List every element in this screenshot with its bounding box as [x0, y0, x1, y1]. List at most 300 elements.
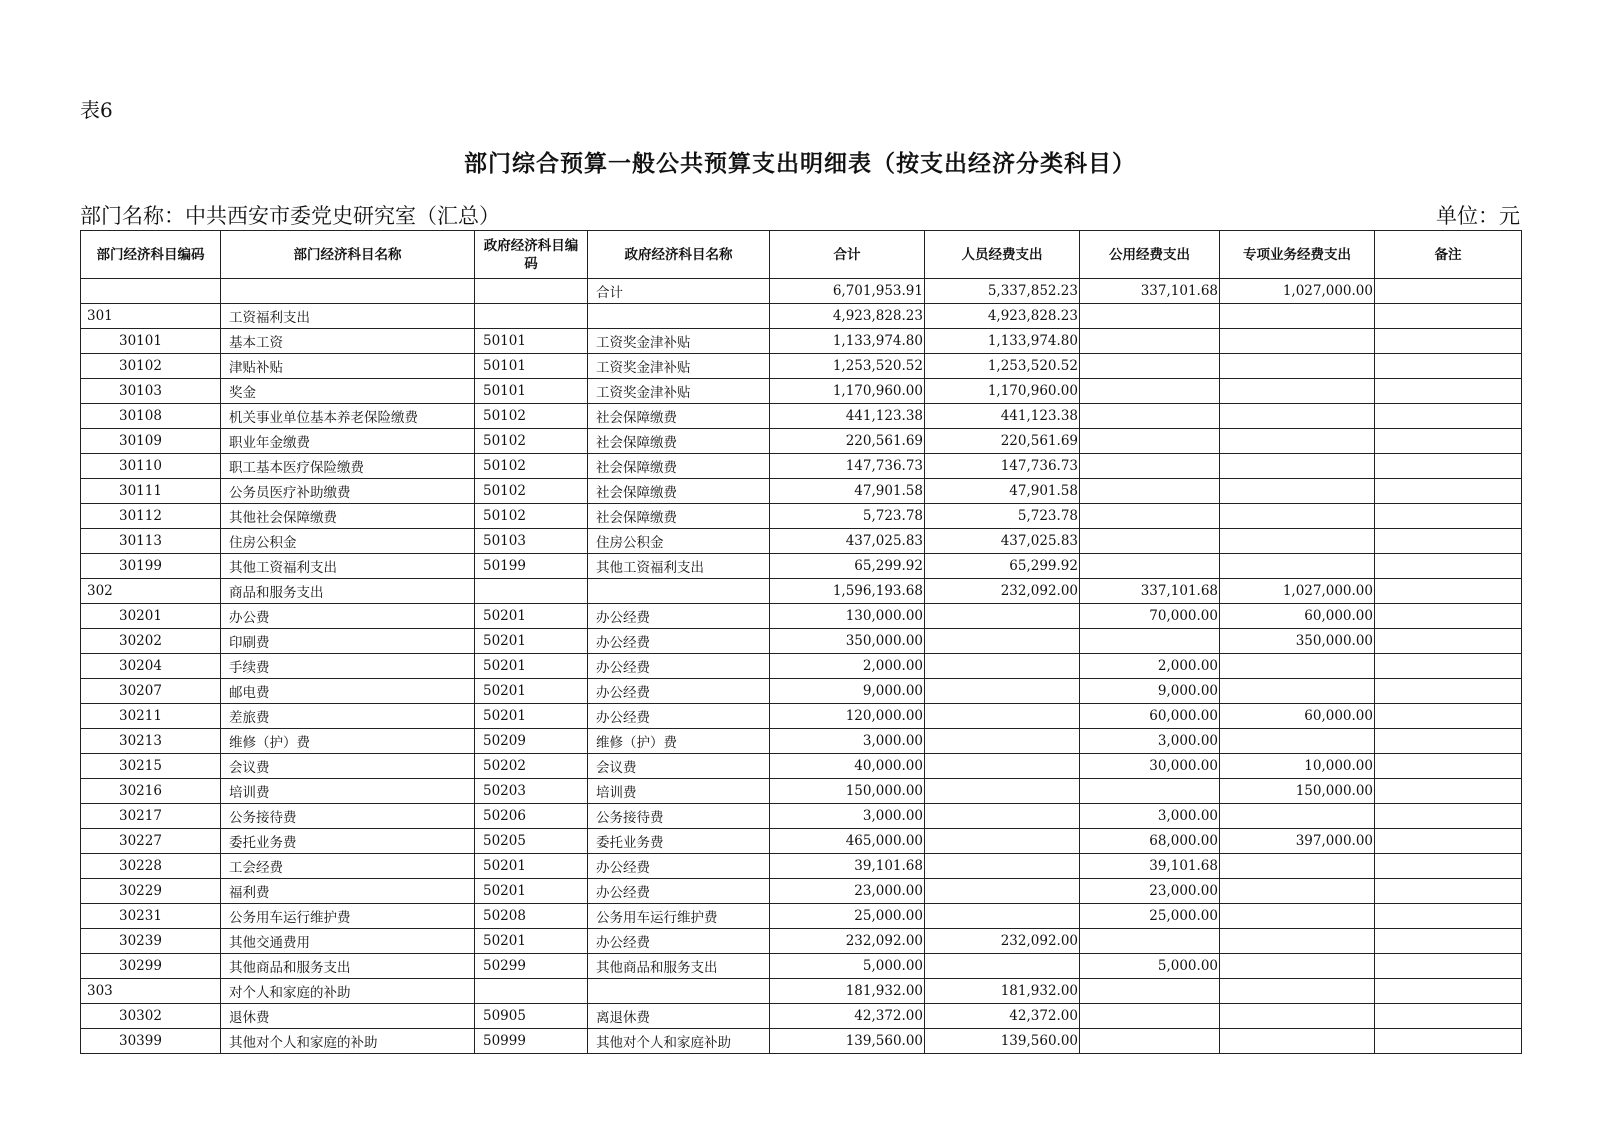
table-row — [81, 454, 1522, 479]
gov-name-cell: 办公经费 — [588, 929, 770, 954]
gov-code-cell: 50102 — [475, 429, 588, 454]
special-cell — [1220, 729, 1375, 754]
total-cell: 181,932.00 — [770, 979, 925, 1004]
gov-name-cell: 办公经费 — [588, 679, 770, 704]
table-row — [81, 479, 1522, 504]
dept-name-cell: 公务员医疗补助缴费 — [221, 479, 475, 504]
dept-name-cell: 奖金 — [221, 379, 475, 404]
gov-code-cell: 50999 — [475, 1029, 588, 1054]
dept-code-cell: 30215 — [81, 754, 221, 779]
dept-code-cell: 30228 — [81, 854, 221, 879]
public-cell: 25,000.00 — [1080, 904, 1220, 929]
gov-name-cell: 办公经费 — [588, 604, 770, 629]
dept-name-cell: 邮电费 — [221, 679, 475, 704]
table-row — [81, 354, 1522, 379]
gov-code-cell: 50201 — [475, 654, 588, 679]
special-cell — [1220, 954, 1375, 979]
total-cell: 25,000.00 — [770, 904, 925, 929]
header-dept-name: 部门经济科目名称 — [221, 231, 475, 279]
special-cell — [1220, 804, 1375, 829]
public-cell — [1080, 929, 1220, 954]
personnel-cell: 437,025.83 — [925, 529, 1080, 554]
gov-name-cell: 工资奖金津补贴 — [588, 354, 770, 379]
dept-code-cell: 30108 — [81, 404, 221, 429]
total-cell: 232,092.00 — [770, 929, 925, 954]
note-cell — [1375, 304, 1522, 329]
gov-code-cell: 50201 — [475, 629, 588, 654]
dept-name-cell: 公务接待费 — [221, 804, 475, 829]
public-cell: 5,000.00 — [1080, 954, 1220, 979]
table-header-row — [81, 231, 1522, 279]
gov-code-cell: 50101 — [475, 354, 588, 379]
personnel-cell: 5,723.78 — [925, 504, 1080, 529]
gov-name-cell: 离退休费 — [588, 1004, 770, 1029]
header-gov-code: 政府经济科目编码 — [475, 231, 588, 279]
note-cell — [1375, 679, 1522, 704]
table-row — [81, 629, 1522, 654]
personnel-cell: 181,932.00 — [925, 979, 1080, 1004]
table-row — [81, 829, 1522, 854]
personnel-cell: 42,372.00 — [925, 1004, 1080, 1029]
page-title: 部门综合预算一般公共预算支出明细表（按支出经济分类科目） — [464, 151, 1136, 177]
special-cell — [1220, 654, 1375, 679]
gov-code-cell: 50905 — [475, 1004, 588, 1029]
table-row — [81, 904, 1522, 929]
unit-label: 单位：元 — [1436, 204, 1520, 228]
dept-code-cell: 301 — [81, 304, 221, 329]
public-cell — [1080, 554, 1220, 579]
total-cell: 3,000.00 — [770, 729, 925, 754]
special-cell — [1220, 554, 1375, 579]
special-cell — [1220, 879, 1375, 904]
dept-name-cell: 退休费 — [221, 1004, 475, 1029]
gov-code-cell: 50201 — [475, 604, 588, 629]
public-cell — [1080, 304, 1220, 329]
note-cell — [1375, 954, 1522, 979]
dept-name-cell: 办公费 — [221, 604, 475, 629]
gov-name-cell: 维修（护）费 — [588, 729, 770, 754]
dept-code-cell: 30302 — [81, 1004, 221, 1029]
dept-code-cell: 30109 — [81, 429, 221, 454]
dept-code-cell: 30101 — [81, 329, 221, 354]
gov-name-cell: 社会保障缴费 — [588, 479, 770, 504]
public-cell — [1080, 329, 1220, 354]
special-cell — [1220, 379, 1375, 404]
note-cell — [1375, 279, 1522, 304]
personnel-cell: 1,170,960.00 — [925, 379, 1080, 404]
personnel-cell — [925, 679, 1080, 704]
gov-name-cell: 办公经费 — [588, 879, 770, 904]
personnel-cell: 147,736.73 — [925, 454, 1080, 479]
public-cell — [1080, 1004, 1220, 1029]
note-cell — [1375, 529, 1522, 554]
table-number: 表6 — [80, 98, 113, 122]
special-cell — [1220, 429, 1375, 454]
note-cell — [1375, 479, 1522, 504]
dept-name-cell: 其他社会保障缴费 — [221, 504, 475, 529]
dept-code-cell — [81, 279, 221, 304]
table-row — [81, 554, 1522, 579]
dept-name-cell: 其他交通费用 — [221, 929, 475, 954]
special-cell — [1220, 854, 1375, 879]
table-row — [81, 704, 1522, 729]
note-cell — [1375, 379, 1522, 404]
special-cell: 1,027,000.00 — [1220, 579, 1375, 604]
gov-code-cell: 50208 — [475, 904, 588, 929]
note-cell — [1375, 654, 1522, 679]
personnel-cell — [925, 704, 1080, 729]
gov-code-cell: 50102 — [475, 479, 588, 504]
total-cell: 42,372.00 — [770, 1004, 925, 1029]
personnel-cell: 4,923,828.23 — [925, 304, 1080, 329]
public-cell — [1080, 504, 1220, 529]
table-row — [81, 304, 1522, 329]
table-row — [81, 279, 1522, 304]
total-cell: 1,596,193.68 — [770, 579, 925, 604]
gov-name-cell: 办公经费 — [588, 629, 770, 654]
dept-code-cell: 302 — [81, 579, 221, 604]
gov-code-cell: 50202 — [475, 754, 588, 779]
dept-name-cell: 对个人和家庭的补助 — [221, 979, 475, 1004]
personnel-cell — [925, 804, 1080, 829]
personnel-cell — [925, 779, 1080, 804]
dept-code-cell: 30103 — [81, 379, 221, 404]
note-cell — [1375, 354, 1522, 379]
special-cell — [1220, 304, 1375, 329]
gov-code-cell: 50209 — [475, 729, 588, 754]
total-cell: 150,000.00 — [770, 779, 925, 804]
total-cell: 65,299.92 — [770, 554, 925, 579]
gov-name-cell: 其他对个人和家庭补助 — [588, 1029, 770, 1054]
special-cell: 60,000.00 — [1220, 604, 1375, 629]
note-cell — [1375, 879, 1522, 904]
total-cell: 139,560.00 — [770, 1029, 925, 1054]
gov-name-cell: 社会保障缴费 — [588, 504, 770, 529]
dept-name-cell — [221, 279, 475, 304]
dept-name-cell: 会议费 — [221, 754, 475, 779]
note-cell — [1375, 779, 1522, 804]
public-cell — [1080, 404, 1220, 429]
gov-name-cell: 培训费 — [588, 779, 770, 804]
gov-code-cell: 50102 — [475, 504, 588, 529]
total-cell: 130,000.00 — [770, 604, 925, 629]
gov-name-cell: 办公经费 — [588, 654, 770, 679]
table-row — [81, 754, 1522, 779]
total-cell: 1,253,520.52 — [770, 354, 925, 379]
personnel-cell: 47,901.58 — [925, 479, 1080, 504]
gov-name-cell: 办公经费 — [588, 854, 770, 879]
dept-code-cell: 30213 — [81, 729, 221, 754]
gov-code-cell: 50103 — [475, 529, 588, 554]
table-row — [81, 1029, 1522, 1054]
special-cell — [1220, 1029, 1375, 1054]
table-row — [81, 879, 1522, 904]
dept-name-cell: 公务用车运行维护费 — [221, 904, 475, 929]
public-cell: 2,000.00 — [1080, 654, 1220, 679]
public-cell — [1080, 1029, 1220, 1054]
dept-code-cell: 30102 — [81, 354, 221, 379]
gov-name-cell: 社会保障缴费 — [588, 429, 770, 454]
note-cell — [1375, 404, 1522, 429]
table-row — [81, 654, 1522, 679]
gov-code-cell: 50101 — [475, 329, 588, 354]
special-cell: 150,000.00 — [1220, 779, 1375, 804]
table-row — [81, 429, 1522, 454]
personnel-cell: 139,560.00 — [925, 1029, 1080, 1054]
public-cell: 3,000.00 — [1080, 729, 1220, 754]
personnel-cell — [925, 604, 1080, 629]
public-cell: 9,000.00 — [1080, 679, 1220, 704]
gov-name-cell: 社会保障缴费 — [588, 454, 770, 479]
dept-name-cell: 津贴补贴 — [221, 354, 475, 379]
total-cell: 5,000.00 — [770, 954, 925, 979]
gov-code-cell: 50102 — [475, 454, 588, 479]
personnel-cell: 65,299.92 — [925, 554, 1080, 579]
dept-code-cell: 30199 — [81, 554, 221, 579]
table-row — [81, 729, 1522, 754]
personnel-cell — [925, 904, 1080, 929]
public-cell: 39,101.68 — [1080, 854, 1220, 879]
special-cell — [1220, 529, 1375, 554]
gov-name-cell: 工资奖金津补贴 — [588, 329, 770, 354]
header-special: 专项业务经费支出 — [1220, 231, 1375, 279]
header-gov-name: 政府经济科目名称 — [588, 231, 770, 279]
note-cell — [1375, 504, 1522, 529]
public-cell: 70,000.00 — [1080, 604, 1220, 629]
note-cell — [1375, 704, 1522, 729]
dept-name-cell: 职业年金缴费 — [221, 429, 475, 454]
total-cell: 5,723.78 — [770, 504, 925, 529]
note-cell — [1375, 804, 1522, 829]
public-cell — [1080, 979, 1220, 1004]
note-cell — [1375, 554, 1522, 579]
total-cell: 39,101.68 — [770, 854, 925, 879]
gov-name-cell: 合计 — [588, 279, 770, 304]
note-cell — [1375, 979, 1522, 1004]
table-row — [81, 954, 1522, 979]
public-cell — [1080, 529, 1220, 554]
dept-name-cell: 差旅费 — [221, 704, 475, 729]
gov-name-cell — [588, 579, 770, 604]
total-cell: 465,000.00 — [770, 829, 925, 854]
gov-name-cell: 委托业务费 — [588, 829, 770, 854]
dept-code-cell: 30112 — [81, 504, 221, 529]
public-cell — [1080, 379, 1220, 404]
special-cell: 350,000.00 — [1220, 629, 1375, 654]
personnel-cell — [925, 879, 1080, 904]
personnel-cell: 220,561.69 — [925, 429, 1080, 454]
table-row — [81, 1004, 1522, 1029]
total-cell: 40,000.00 — [770, 754, 925, 779]
dept-code-cell: 30229 — [81, 879, 221, 904]
dept-code-cell: 30211 — [81, 704, 221, 729]
total-cell: 350,000.00 — [770, 629, 925, 654]
public-cell: 68,000.00 — [1080, 829, 1220, 854]
dept-code-cell: 30299 — [81, 954, 221, 979]
table-row — [81, 929, 1522, 954]
budget-table — [80, 230, 1522, 1054]
dept-name-cell: 住房公积金 — [221, 529, 475, 554]
personnel-cell — [925, 854, 1080, 879]
note-cell — [1375, 329, 1522, 354]
dept-name-cell: 职工基本医疗保险缴费 — [221, 454, 475, 479]
dept-code-cell: 30399 — [81, 1029, 221, 1054]
note-cell — [1375, 629, 1522, 654]
personnel-cell: 441,123.38 — [925, 404, 1080, 429]
dept-name-cell: 培训费 — [221, 779, 475, 804]
note-cell — [1375, 729, 1522, 754]
total-cell: 47,901.58 — [770, 479, 925, 504]
personnel-cell: 1,133,974.80 — [925, 329, 1080, 354]
public-cell: 3,000.00 — [1080, 804, 1220, 829]
public-cell — [1080, 629, 1220, 654]
note-cell — [1375, 929, 1522, 954]
total-cell: 9,000.00 — [770, 679, 925, 704]
special-cell — [1220, 329, 1375, 354]
gov-name-cell: 公务用车运行维护费 — [588, 904, 770, 929]
gov-code-cell: 50201 — [475, 854, 588, 879]
gov-code-cell: 50201 — [475, 879, 588, 904]
table-row — [81, 679, 1522, 704]
dept-name-cell: 其他商品和服务支出 — [221, 954, 475, 979]
dept-name-cell: 机关事业单位基本养老保险缴费 — [221, 404, 475, 429]
total-cell: 437,025.83 — [770, 529, 925, 554]
special-cell — [1220, 454, 1375, 479]
public-cell — [1080, 479, 1220, 504]
table-row — [81, 854, 1522, 879]
gov-code-cell — [475, 579, 588, 604]
dept-code-cell: 30217 — [81, 804, 221, 829]
gov-code-cell: 50201 — [475, 704, 588, 729]
note-cell — [1375, 429, 1522, 454]
header-personnel: 人员经费支出 — [925, 231, 1080, 279]
table-row — [81, 404, 1522, 429]
header-total: 合计 — [770, 231, 925, 279]
total-cell: 147,736.73 — [770, 454, 925, 479]
note-cell — [1375, 454, 1522, 479]
total-cell: 1,133,974.80 — [770, 329, 925, 354]
personnel-cell — [925, 729, 1080, 754]
table-row — [81, 379, 1522, 404]
gov-code-cell — [475, 979, 588, 1004]
special-cell — [1220, 504, 1375, 529]
special-cell — [1220, 404, 1375, 429]
gov-code-cell: 50203 — [475, 779, 588, 804]
special-cell — [1220, 1004, 1375, 1029]
dept-code-cell: 30204 — [81, 654, 221, 679]
special-cell — [1220, 979, 1375, 1004]
table-row — [81, 504, 1522, 529]
public-cell — [1080, 454, 1220, 479]
dept-code-cell: 303 — [81, 979, 221, 1004]
personnel-cell — [925, 754, 1080, 779]
table-body — [81, 279, 1522, 1054]
public-cell: 30,000.00 — [1080, 754, 1220, 779]
note-cell — [1375, 829, 1522, 854]
dept-name-cell: 印刷费 — [221, 629, 475, 654]
note-cell — [1375, 754, 1522, 779]
personnel-cell: 232,092.00 — [925, 929, 1080, 954]
personnel-cell — [925, 629, 1080, 654]
note-cell — [1375, 1004, 1522, 1029]
dept-name-cell: 工会经费 — [221, 854, 475, 879]
total-cell: 220,561.69 — [770, 429, 925, 454]
gov-code-cell: 50199 — [475, 554, 588, 579]
table-row — [81, 529, 1522, 554]
note-cell — [1375, 854, 1522, 879]
header-note: 备注 — [1375, 231, 1522, 279]
dept-name-cell: 手续费 — [221, 654, 475, 679]
dept-name-cell: 福利费 — [221, 879, 475, 904]
table-row — [81, 804, 1522, 829]
dept-code-cell: 30201 — [81, 604, 221, 629]
dept-name-cell: 其他对个人和家庭的补助 — [221, 1029, 475, 1054]
gov-name-cell: 会议费 — [588, 754, 770, 779]
special-cell — [1220, 904, 1375, 929]
personnel-cell: 5,337,852.23 — [925, 279, 1080, 304]
dept-name-cell: 委托业务费 — [221, 829, 475, 854]
gov-name-cell: 办公经费 — [588, 704, 770, 729]
table-row — [81, 604, 1522, 629]
total-cell: 23,000.00 — [770, 879, 925, 904]
gov-code-cell — [475, 304, 588, 329]
personnel-cell — [925, 829, 1080, 854]
note-cell — [1375, 1029, 1522, 1054]
header-public: 公用经费支出 — [1080, 231, 1220, 279]
special-cell — [1220, 354, 1375, 379]
gov-name-cell: 住房公积金 — [588, 529, 770, 554]
public-cell: 337,101.68 — [1080, 579, 1220, 604]
total-cell: 3,000.00 — [770, 804, 925, 829]
public-cell — [1080, 429, 1220, 454]
personnel-cell: 1,253,520.52 — [925, 354, 1080, 379]
gov-name-cell: 工资奖金津补贴 — [588, 379, 770, 404]
gov-name-cell: 其他商品和服务支出 — [588, 954, 770, 979]
total-cell: 1,170,960.00 — [770, 379, 925, 404]
table-row — [81, 779, 1522, 804]
special-cell: 1,027,000.00 — [1220, 279, 1375, 304]
dept-code-cell: 30111 — [81, 479, 221, 504]
dept-code-cell: 30207 — [81, 679, 221, 704]
gov-name-cell: 社会保障缴费 — [588, 404, 770, 429]
gov-name-cell: 公务接待费 — [588, 804, 770, 829]
special-cell — [1220, 679, 1375, 704]
total-cell: 120,000.00 — [770, 704, 925, 729]
special-cell: 397,000.00 — [1220, 829, 1375, 854]
personnel-cell — [925, 954, 1080, 979]
public-cell: 60,000.00 — [1080, 704, 1220, 729]
public-cell — [1080, 779, 1220, 804]
dept-name-cell: 维修（护）费 — [221, 729, 475, 754]
gov-code-cell — [475, 279, 588, 304]
total-cell: 6,701,953.91 — [770, 279, 925, 304]
dept-name-cell: 基本工资 — [221, 329, 475, 354]
gov-code-cell: 50201 — [475, 929, 588, 954]
gov-name-cell: 其他工资福利支出 — [588, 554, 770, 579]
dept-code-cell: 30110 — [81, 454, 221, 479]
total-cell: 2,000.00 — [770, 654, 925, 679]
gov-code-cell: 50206 — [475, 804, 588, 829]
personnel-cell: 232,092.00 — [925, 579, 1080, 604]
dept-name-cell: 商品和服务支出 — [221, 579, 475, 604]
special-cell: 10,000.00 — [1220, 754, 1375, 779]
table-row — [81, 579, 1522, 604]
total-cell: 4,923,828.23 — [770, 304, 925, 329]
dept-code-cell: 30216 — [81, 779, 221, 804]
public-cell: 337,101.68 — [1080, 279, 1220, 304]
table-row — [81, 979, 1522, 1004]
special-cell: 60,000.00 — [1220, 704, 1375, 729]
